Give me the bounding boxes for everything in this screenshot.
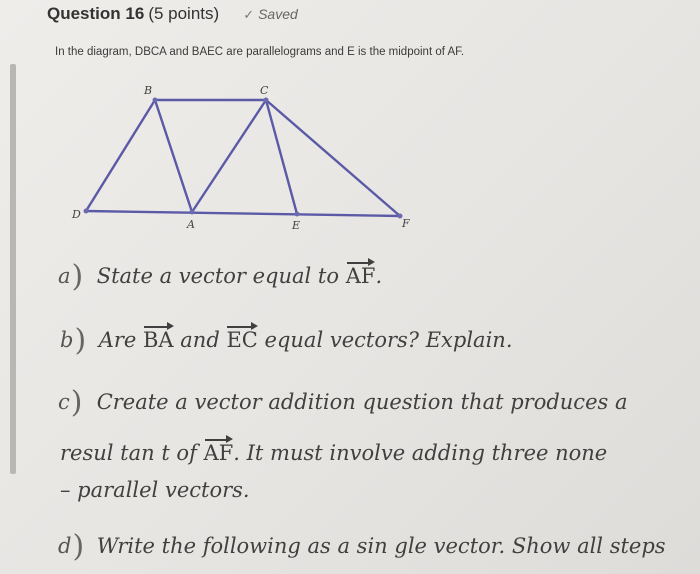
part-a-mark: a) [58, 259, 84, 294]
label-c: C [260, 84, 269, 97]
part-c-line2: resul tan t of AF. It must involve adding three none [60, 441, 608, 465]
check-icon: ✓ [243, 7, 255, 22]
question-points: (5 points) [148, 4, 220, 23]
saved-label: Saved [258, 6, 298, 22]
point-a [190, 210, 195, 215]
part-b: b) Are BA and EC equal vectors? Explain. [60, 320, 513, 355]
label-e: E [292, 219, 301, 232]
point-c [264, 98, 269, 103]
label-d: D [72, 208, 81, 221]
saved-status [243, 6, 298, 23]
question-header [47, 4, 298, 30]
label-a: A [187, 218, 195, 231]
part-b-mark: b) [60, 323, 87, 358]
part-c-line1: Create a vector addition question that produces a [96, 390, 628, 414]
part-d-text: Write the following as a sin gle vector. Show all steps [96, 534, 666, 558]
question-prompt: In the diagram, DBCA and BAEC are parallelograms and E is the midpoint of AF. [55, 46, 465, 58]
part-c-mark: c) [58, 385, 83, 420]
label-f: F [402, 217, 410, 230]
part-c [58, 382, 628, 420]
question-title: Question 16 [47, 4, 145, 23]
part-b-text: Are [98, 328, 143, 352]
segment-df [86, 211, 400, 216]
part-a-text: State a vector equal to [96, 264, 346, 288]
point-e [295, 212, 300, 217]
vector-ba: BA [143, 328, 174, 352]
point-b [153, 98, 158, 103]
segment-ba [155, 100, 192, 212]
part-a: a) State a vector equal to AF. [58, 256, 382, 291]
vector-ec: EC [226, 328, 258, 352]
part-d [58, 526, 666, 564]
part-c-line3: – parallel vectors. [60, 478, 250, 502]
vector-af: AF [345, 264, 376, 288]
left-border-bar [10, 64, 16, 474]
vector-af-2: AF [203, 441, 234, 465]
part-d-mark: d) [58, 529, 85, 564]
segment-cf [266, 100, 400, 216]
point-d [84, 209, 89, 214]
segment-ce [266, 100, 297, 214]
segment-ac [192, 100, 266, 212]
label-b: B [144, 84, 153, 97]
segment-db [86, 100, 155, 211]
parallelogram-diagram [70, 78, 430, 238]
